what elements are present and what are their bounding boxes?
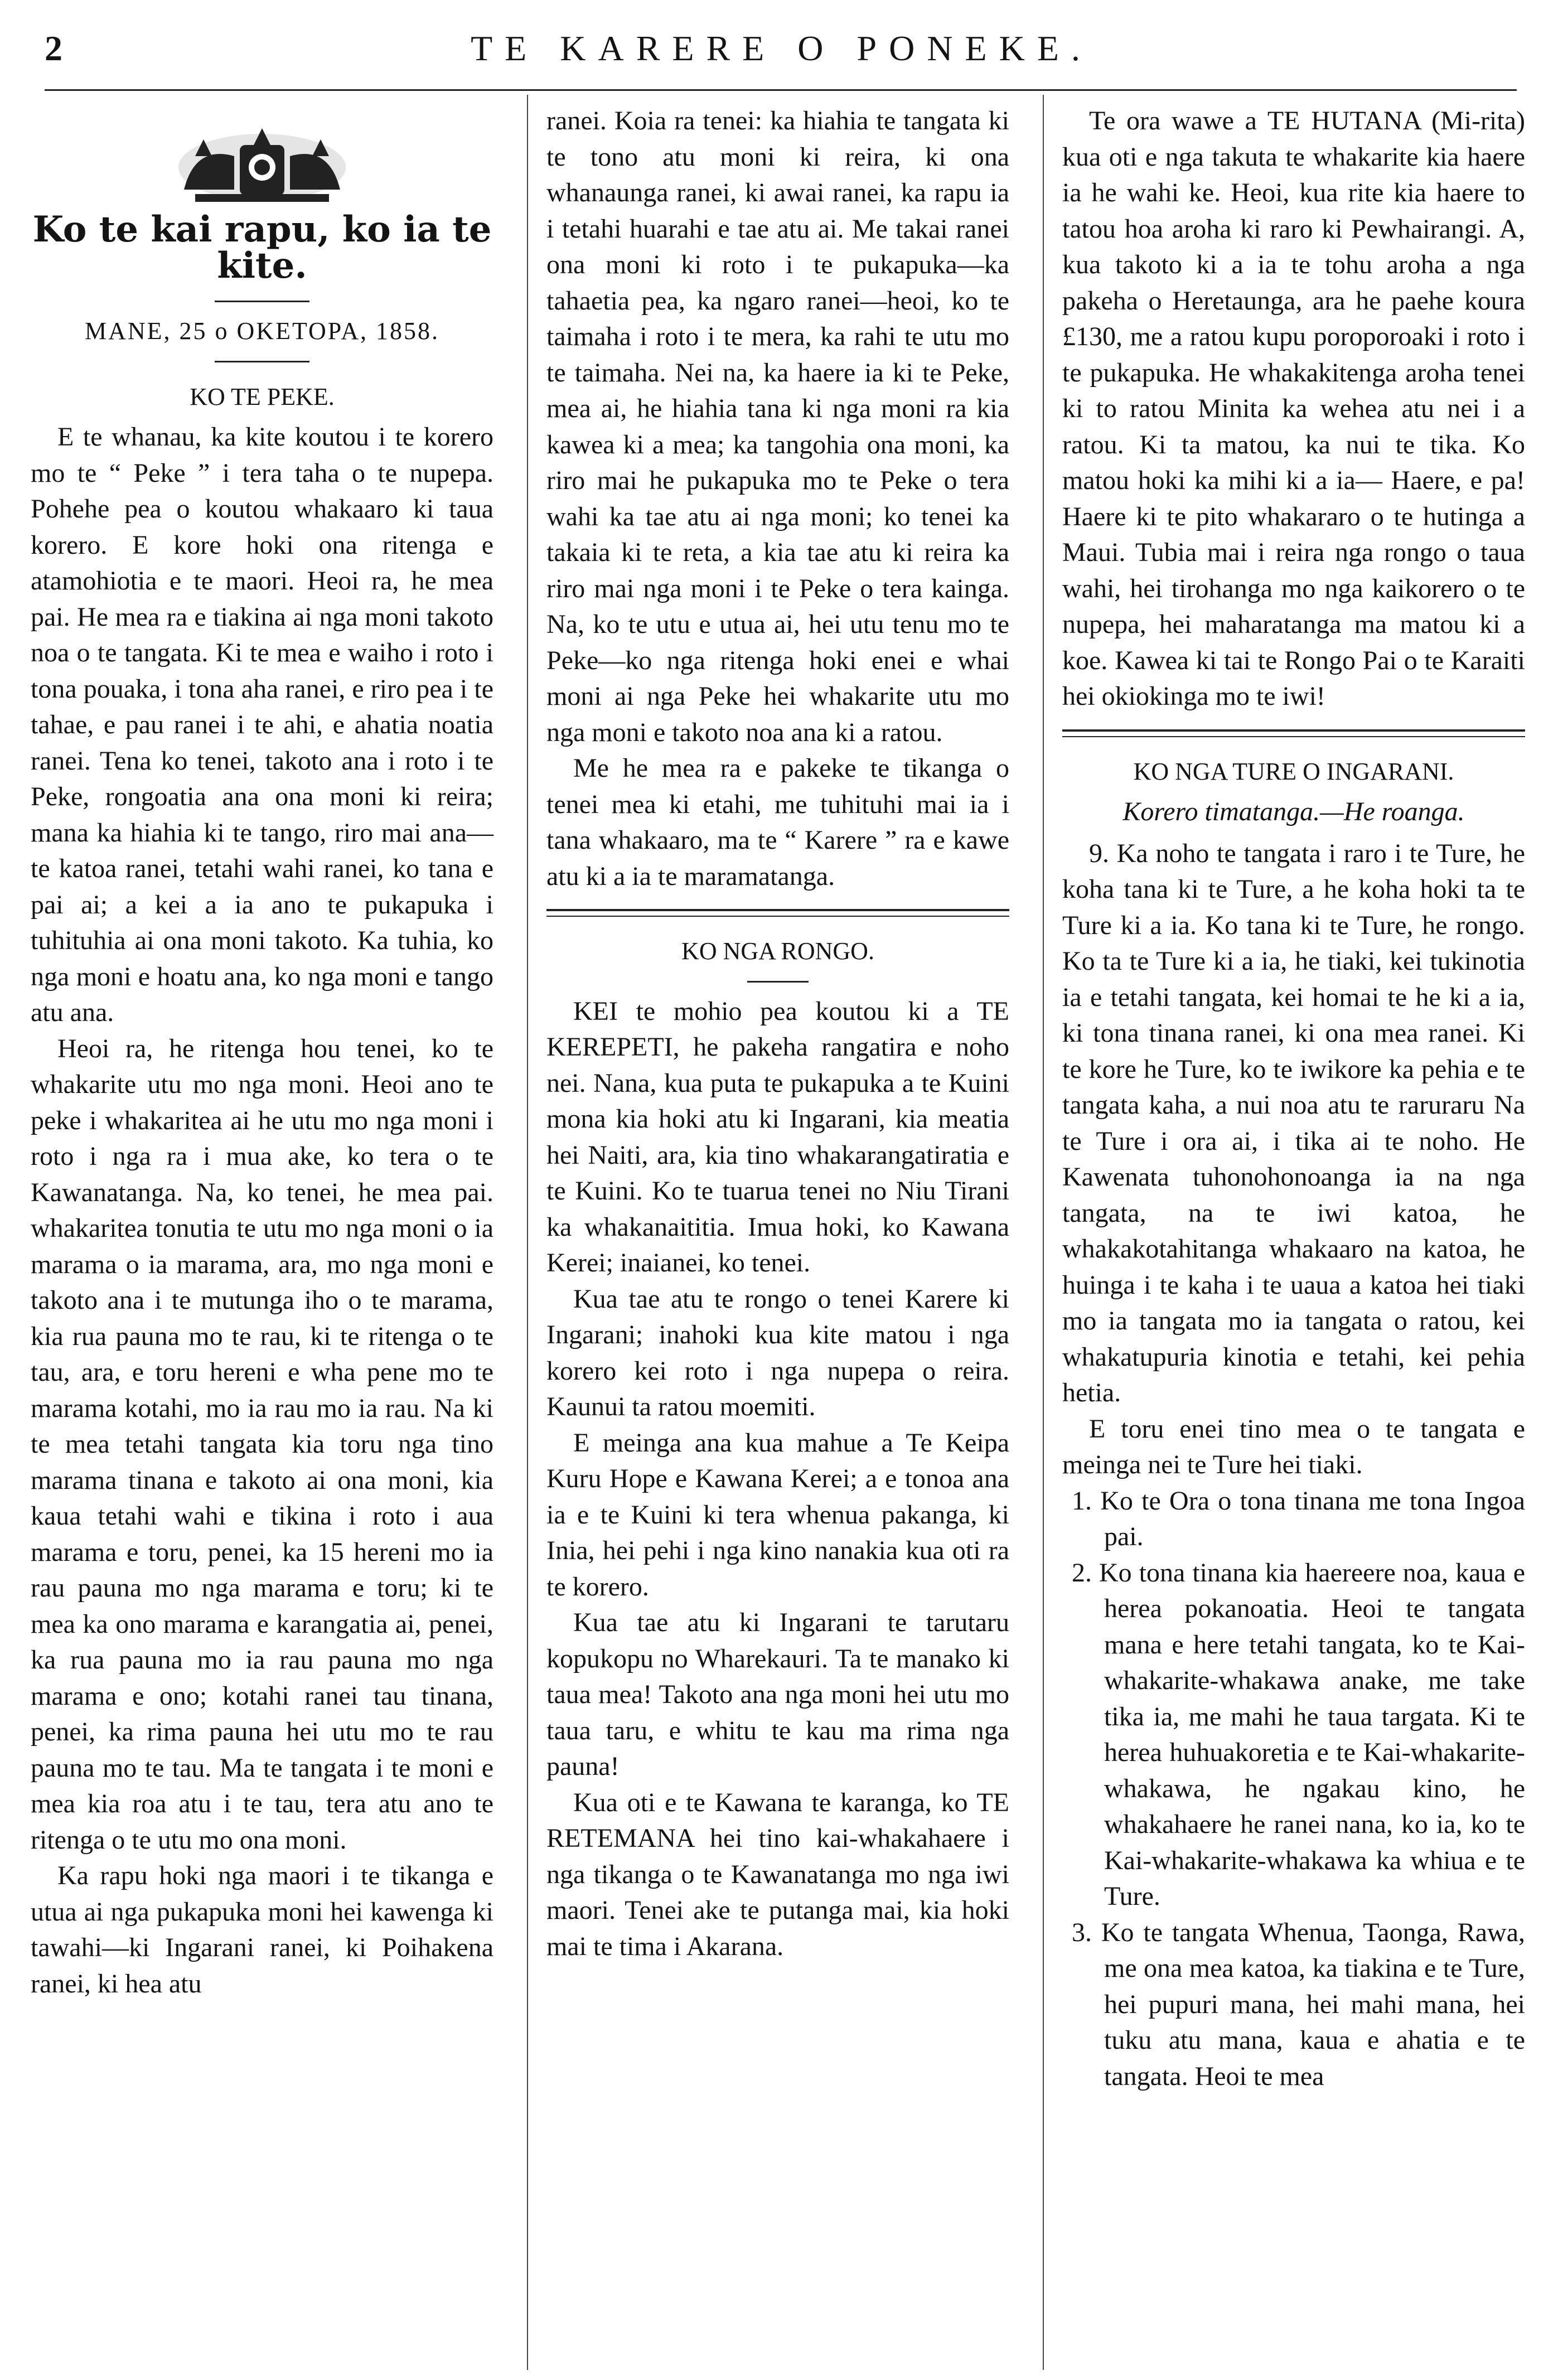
paragraph: Me he mea ra e pakeke te tikanga o tenei mea ki etahi, me tuhituhi mai ia i tana whakaaro, ma te “ Karere ” ra e kawe atu ki a ia te maramatanga. [546, 753, 1009, 891]
dateline: MANE, 25 o OKETOPA, 1858. [84, 317, 440, 345]
list-item: 1. Ko te Ora o tona tinana me tona Ingoa pai. [1072, 1486, 1525, 1551]
column-divider [527, 95, 528, 2370]
section-heading: KO NGA RONGO. [681, 937, 874, 965]
column-1 [31, 103, 493, 2002]
list-item: 2. Ko tona tinana kia haereere noa, kaua e herea pokanoatia. Heoi te tangata mana e here tetahi tangata, ko te Kai-whakarite-whakawa anake, me take tika ia, me mahi he taua targata. Ki te herea huhuakoretia e te Kai-whakarite-whakawa, he ngakau kino, he whakahaere he ranei nana, ko ia, ko te Kai-whakarite-whakawa ka whiua e te Ture. [1072, 1557, 1525, 1911]
section-rule [1062, 729, 1525, 737]
paragraph: Ka rapu hoki nga maori i te tikanga e utua ai nga pukapuka moni hei kawenga ki tawahi—ki Ingarani ranei, ki Poihakena ranei, ki hea atu [31, 1861, 493, 1999]
section-rule [546, 909, 1009, 917]
paragraph: Te ora wawe a TE HUTANA (Mi-rita) kua oti e nga takuta te whakarite kia haere ia he wahi ke. Heoi, kua rite kia haere to tatou hoa aroha ki raro ki Pewhairangi. A, kua takoto ki a ia te tohu aroha a nga pakeha o Heretaunga, ara he paehe koura £130, me a ratou kupu poroporoaki i roto i te pukapuka. He whakakitenga aroha tenei ki to ratou Minita ka wehea atu nei i a ratou. Ki ta matou, ka nui te tika. Ko matou hoki ka mihi ki a ia— Haere, e pa! Haere ki te pito whakararo o te hutinga a Maui. Tubia mai i reira nga rongo o taua wahi, hei tirohanga mo nga kaikorero o te nupepa, hei maharatanga ma matou ki a koe. Kawea ki tai te Rongo Pai o te Karaiti hei okiokinga mo te iwi! [1062, 106, 1525, 711]
page-number: 2 [45, 28, 62, 68]
paragraph: ranei. Koia ra tenei: ka hiahia te tangata ki te tono atu moni ki reira, ki ona whanaunga ranei, ki awai ranei, ka rapu ia i tetahi huarahi e tae atu ai. Me takai ranei ona moni ki roto i te pukapuka—ka tahaetia pea, ka ngaro ranei—heoi, ko te taimaha i roto i te mera, ka rahi te utu mo te taimaha. Nei na, ka haere ia ki te Peke, mea ai, he hiahia tana ki nga moni ra kia kawea ki a mea; ka tangohia ona moni, ka riro mai he pukapuka mo te Peke o tera wahi ka tae atu ai nga moni; ko tenei ka takaia ki te reta, a kia tae atu ki reira ka riro mai nga moni i te Peke o tera kainga. Na, ko te utu e utua ai, hei utu tenu mo te Peke—ko nga ritenga hoki enei e whai moni ai nga Peke hei whakarite utu mo nga moni e takoto noa ana ki a ratou. [546, 106, 1009, 747]
paragraph: 9. Ka noho te tangata i raro i te Ture, he koha tana ki te Ture, a he koha hoki ta te Ture ki a ia. Ko tana ki te Ture, he rongo. Ko ta te Ture ki a ia, he tiaki, kei tukinotia ia e tetahi tangata, kei homai te he ki a ia, ki tona tinana ranei, ki ona mea ranei. Ki te kore he Ture, ko te iwikore ka pehia e te tangata kaha, a nui noa atu te raruraru Na te Ture i ora ai, i tika ai te noho. He Kawenata tuhonohonoanga ia na nga tangata, na te iwi katoa, he whakakotahitanga whakaaro na katoa, he huinga i te kaha i te uaua a katoa hei tiaki mo ia tangata mo ia tangata o ratou, kei whakatupuria kinotia e tetahi, kei pehia hetia. [1062, 838, 1525, 1407]
divider [747, 981, 809, 983]
divider [215, 361, 309, 362]
column-2 [546, 103, 1009, 1965]
column-divider [1043, 95, 1044, 2370]
coat-of-arms-icon [173, 123, 351, 206]
paragraph: Heoi ra, he ritenga hou tenei, ko te whakarite utu mo nga moni. Heoi ano te peke i whakaritea ai he utu mo nga moni i roto i nga ra i mua ake, ko tera o te Kawanatanga. Na, ko tenei, he mea pai. whakaritea tonutia te utu mo nga moni o ia marama o ia marama, ara, mo nga moni e takoto ana i te mutunga iho o te marama, kia rua pauna mo te rau, ki te ritenga o te tau, ara, e toru hereni e wha pene mo te marama kotahi, mo ia rau mo ia rau. Na ki te mea tetahi tangata kia toru nga tino marama tinana e takoto ai ona moni, kia kaua tetahi wahi e tikina i roto i aua marama e toru, penei, ka 15 hereni mo ia rau pauna mo nga marama e toru; ki te mea ka ono marama e karangatia ai, penei, ka rua pauna mo ia rau pauna mo nga marama e ono; kotahi ranei tau tinana, penei, ka rima pauna hei utu mo te rau pauna mo te tau. Ma te tangata i te moni e mea kia roa atu i te tau, tera atu ano te ritenga o te utu mo ona moni. [31, 1033, 493, 1855]
paragraph: KEI te mohio pea koutou ki a TE KEREPETI, he pakeha rangatira e noho nei. Nana, kua puta te pukapuka a te Kuini mona kia hoki atu ki Ingarani, kia meatia hei Naiti, ara, kia tino whakarangatiratia e te Kuini. Ko te tuarua tenei no Niu Tirani ka whakanaititia. Imua hoki, ko Kawana Kerei; inaianei, ko tenei. [546, 996, 1009, 1278]
masthead [0, 28, 1563, 95]
paragraph: E meinga ana kua mahue a Te Keipa Kuru Hope e Kawana Kerei; a e tonoa ana ia e te Kuini ki tera whenua pakanga, ki Inia, hei pehi i nga kino nanakia kua oti ra te korero. [546, 1428, 1009, 1602]
header-rule [45, 89, 1517, 91]
motto: Ko te kai rapu, ko ia te kite. [32, 209, 492, 287]
divider [215, 301, 309, 302]
column-3 [1062, 103, 1525, 2094]
section-subheading: Korero timatanga.—He roanga. [1122, 797, 1465, 826]
paragraph: Kua oti e te Kawana te karanga, ko TE RETEMANA hei tino kai-whakahaere i nga tikanga o te Kawanatanga mo nga iwi maori. Tenei ake te putanga mai, kia hoki mai te tima i Akarana. [546, 1787, 1009, 1961]
paragraph: Kua tae atu te rongo o tenei Karere ki Ingarani; inahoki kua kite matou i nga korero kei roto i nga nupepa o reira. Kaunui ta ratou moemiti. [546, 1284, 1009, 1421]
article-heading: KO TE PEKE. [190, 383, 335, 410]
section-heading: KO NGA TURE O INGARANI. [1133, 757, 1454, 785]
newspaper-title: TE KARERE O PONEKE. [471, 28, 1092, 68]
list-item: 3. Ko te tangata Whenua, Taonga, Rawa, me ona mea katoa, ka tiakina e te Ture, hei pupuri mana, hei mahi mana, hei tuku atu mana, kaua e ahatia e te tangata. Heoi te mea [1072, 1917, 1525, 2091]
paragraph: Kua tae atu ki Ingarani te tarutaru kopukopu no Wharekauri. Ta te manako ki taua mea! Takoto ana nga moni hei utu mo taua taru, e whitu te kau ma rima nga pauna! [546, 1608, 1009, 1781]
paragraph: E toru enei tino mea o te tangata e meinga nei te Ture hei tiaki. [1062, 1414, 1525, 1479]
paragraph: E te whanau, ka kite koutou i te korero mo te “ Peke ” i tera taha o te nupepa. Pohehe pea o koutou whakaaro ki taua korero. E kore hoki ona ritenga e atamohiotia e te maori. Heoi ra, he mea pai. He mea ra e tiakina ai nga moni takoto noa o te tangata. Ki te mea e waiho i roto i tona pouaka, i tona aha ranei, e riro pea i te tahae, e pau ranei i te ahi, e ahatia noatia ranei. Tena ko tenei, takoto ana i roto i te Peke, rongoatia ana ona moni ki reira; mana ka hiahia ki te tango, riro mai ana—te katoa ranei, tetahi wahi ranei, ko tana e pai ai; a kei a ia ano te pukapuka i tuhituhia ai ona moni takoto. Ka tuhia, ko nga moni e hoatu ana, ko nga moni e tango atu ana. [31, 422, 493, 1027]
